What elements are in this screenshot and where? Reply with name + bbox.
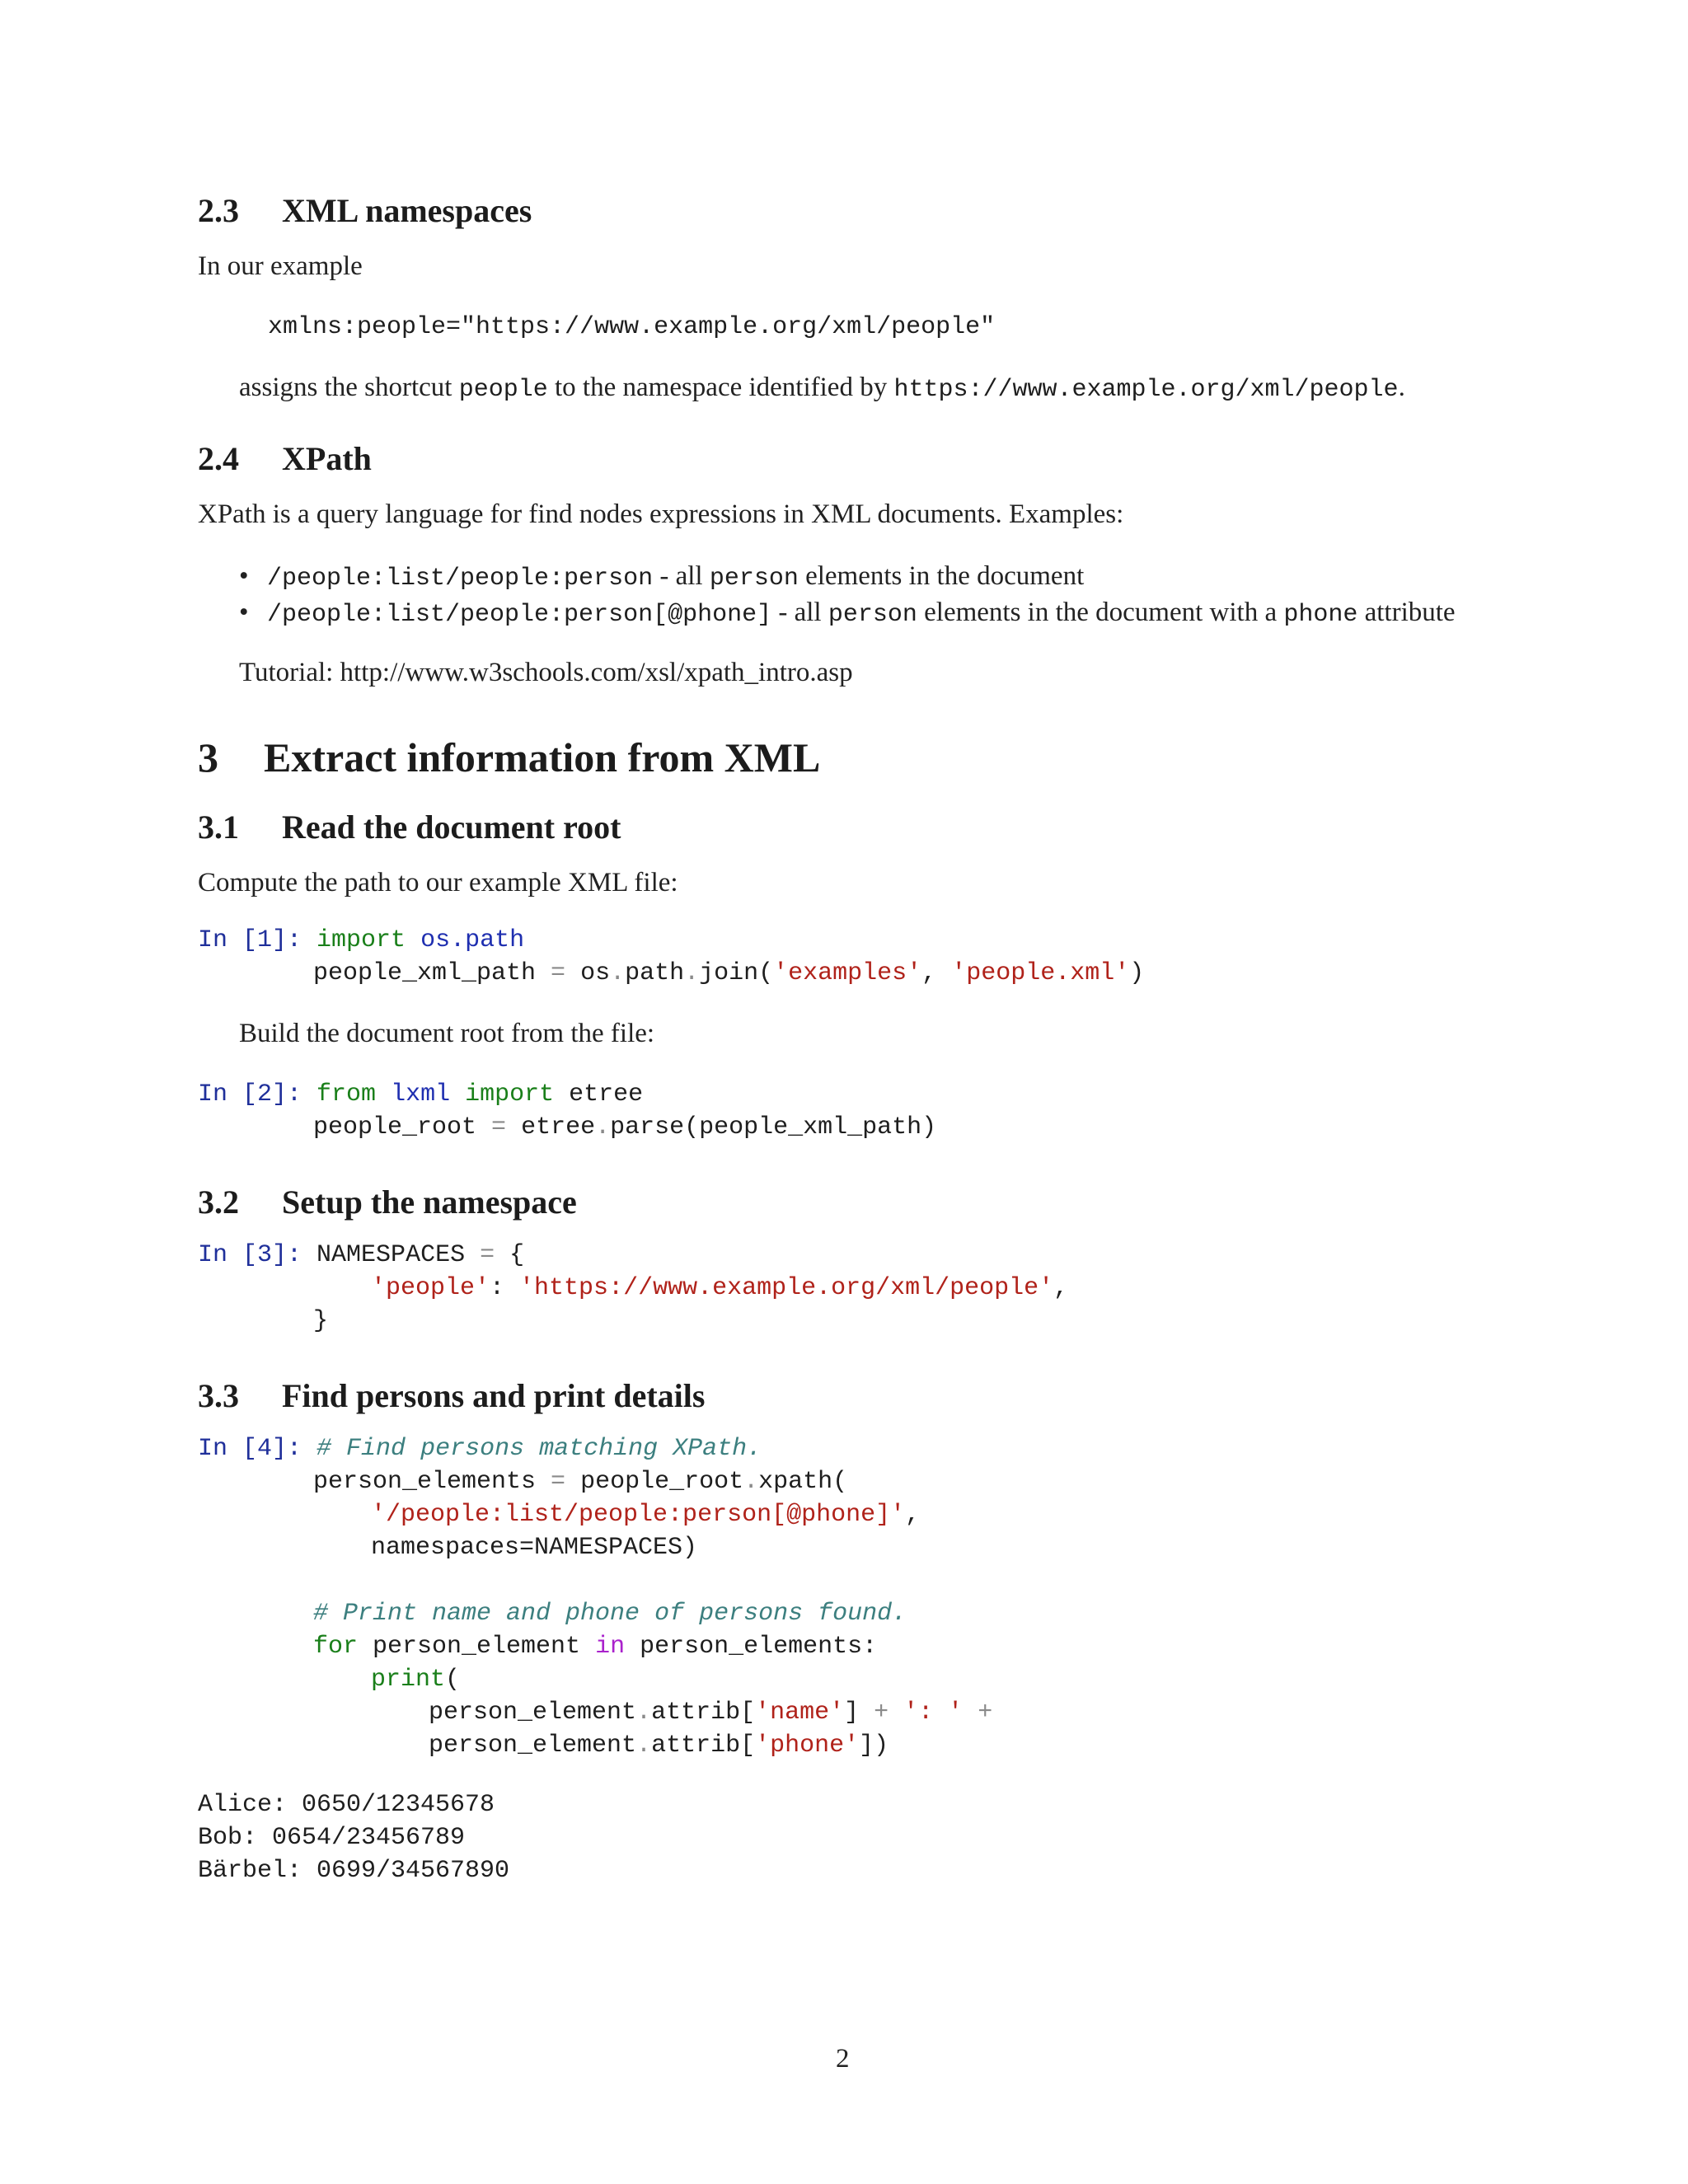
code-line: person_elements = people_root.xpath(: [313, 1468, 848, 1496]
tutorial-link-text: Tutorial: http://www.w3schools.com/xsl/xpath_intro.asp: [239, 658, 853, 687]
code-line: 'people': 'https://www.example.org/xml/people',: [371, 1274, 1069, 1302]
cell-prompt: In [3]:: [198, 1241, 302, 1269]
cell-prompt: In [1]:: [198, 926, 302, 954]
section-title: Find persons and print details: [282, 1377, 706, 1414]
inline-code-namespace-uri: https://www.example.org/xml/people: [893, 376, 1399, 404]
section-title: XPath: [282, 440, 372, 477]
code-line: person_element.attrib['phone']): [429, 1732, 889, 1760]
section-number: 2.4: [198, 440, 239, 477]
code-cell-2: In [2]: from lxml import etree: [198, 1080, 644, 1108]
code-comment: # Print name and phone of persons found.: [313, 1600, 907, 1628]
code-line: for person_element in person_elements:: [313, 1633, 878, 1661]
section-heading-3-3: [198, 1376, 705, 1415]
section-title: Read the document root: [282, 808, 621, 846]
section-heading-2-4: [198, 439, 372, 478]
cell-prompt: In [2]:: [198, 1080, 302, 1108]
code-cell-4: In [4]: # Find persons matching XPath.: [198, 1435, 762, 1463]
section-number: 2.3: [198, 192, 239, 229]
code-line: }: [313, 1307, 329, 1335]
output-line: Bob: 0654/23456789: [198, 1824, 466, 1852]
inline-code-people: people: [458, 376, 548, 404]
cell-prompt: In [4]:: [198, 1435, 302, 1463]
section-heading-2-3: [198, 191, 532, 230]
section-number: 3: [198, 734, 218, 780]
inline-code-xpath: /people:list/people:person: [267, 565, 654, 593]
section-title: Extract information from XML: [264, 734, 821, 780]
code-line: namespaces=NAMESPACES): [371, 1534, 698, 1562]
code-line: people_xml_path = os.path.join('examples', 'people.xml'): [313, 959, 1145, 987]
list-item: • /people:list/people:person - all person elements in the document: [239, 561, 1085, 593]
namespace-code-line: xmlns:people="https://www.example.org/xml/people": [268, 313, 996, 341]
paragraph-intro-example: In our example: [198, 251, 363, 281]
paragraph-xpath-intro: XPath is a query language for find nodes expressions in XML documents. Examples:: [198, 499, 1124, 529]
section-title: Setup the namespace: [282, 1183, 577, 1221]
section-number: 3.2: [198, 1183, 239, 1221]
list-item: • /people:list/people:person[@phone] - all person elements in the document with a phone attribute: [239, 598, 1456, 629]
page-number: 2: [836, 2044, 850, 2074]
code-cell-1: In [1]: import os.path: [198, 926, 525, 954]
section-heading-3: [198, 733, 820, 781]
code-line: person_element.attrib['name'] + ': ' +: [429, 1699, 993, 1727]
output-line: Alice: 0650/12345678: [198, 1791, 495, 1819]
bullet-icon: •: [239, 561, 249, 591]
inline-code-xpath: /people:list/people:person[@phone]: [267, 601, 772, 629]
paragraph-build-root: Build the document root from the file:: [239, 1019, 655, 1048]
section-number: 3.3: [198, 1377, 239, 1414]
section-number: 3.1: [198, 808, 239, 846]
section-heading-3-1: [198, 808, 621, 846]
code-cell-3: In [3]: NAMESPACES = {: [198, 1241, 525, 1269]
paragraph-compute-path: Compute the path to our example XML file:: [198, 868, 678, 898]
bullet-icon: •: [239, 598, 249, 627]
paragraph-namespace-explanation: assigns the shortcut people to the namespace identified by https://www.example.org/xml/people.: [239, 373, 1405, 404]
code-line: '/people:list/people:person[@phone]',: [371, 1501, 921, 1529]
code-line: print(: [371, 1666, 461, 1694]
code-line: people_root = etree.parse(people_xml_path): [313, 1113, 937, 1141]
section-title: XML namespaces: [282, 192, 532, 229]
section-heading-3-2: [198, 1183, 577, 1221]
output-line: Bärbel: 0699/34567890: [198, 1857, 510, 1885]
